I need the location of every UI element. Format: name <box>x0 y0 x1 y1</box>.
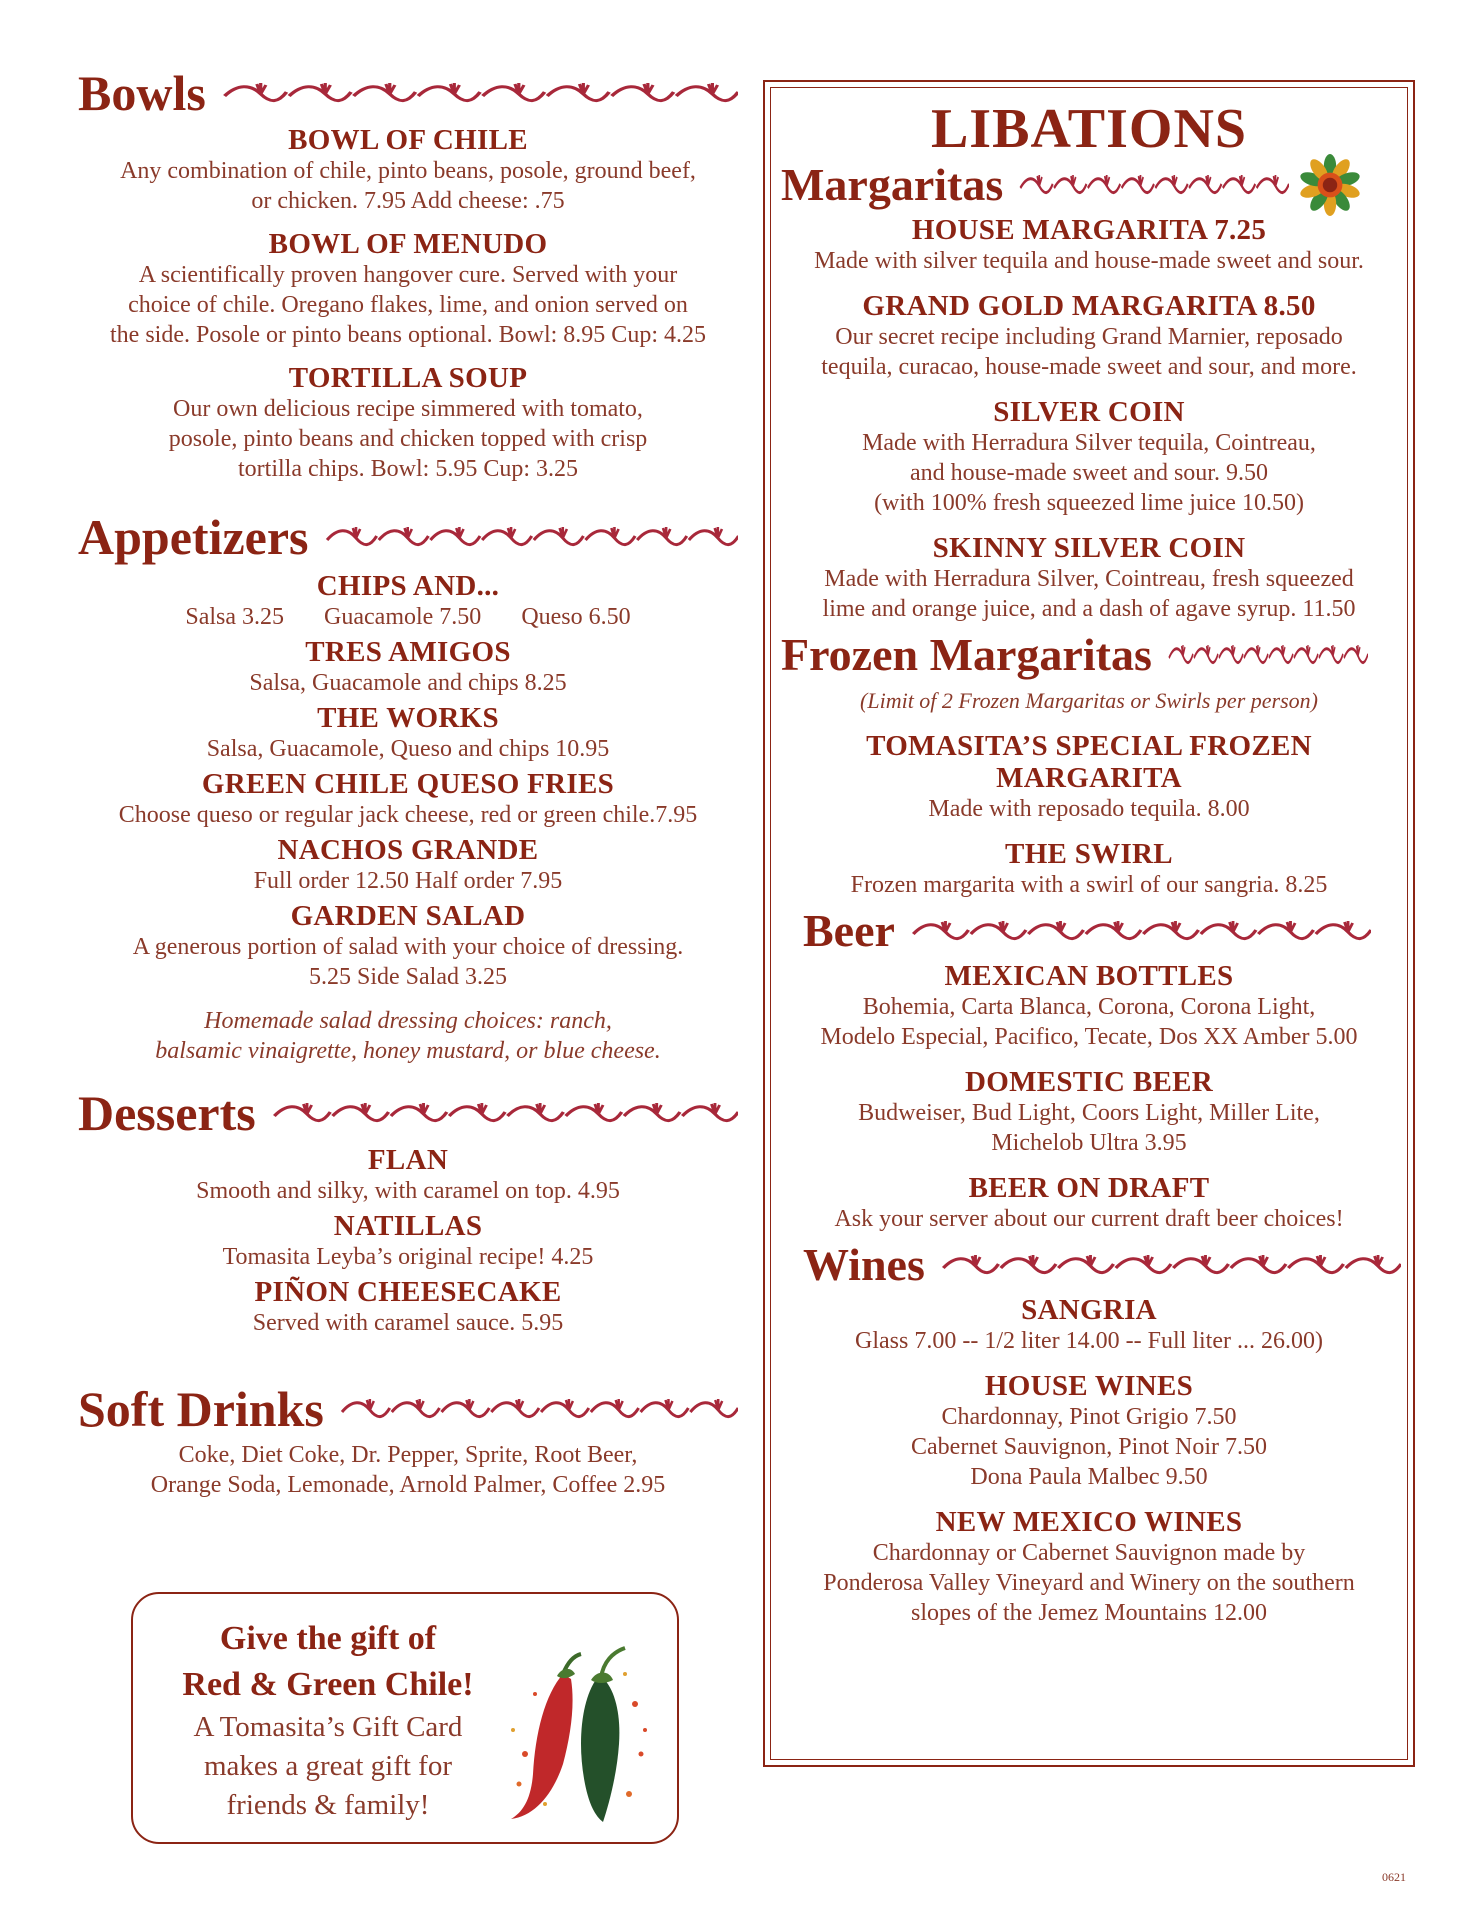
item-name: PIÑON CHEESECAKE <box>254 1276 562 1308</box>
item-name: NEW MEXICO WINES <box>935 1506 1243 1538</box>
libation-item <box>781 1506 1397 1628</box>
item-name: HOUSE WINES <box>984 1370 1194 1402</box>
item-desc-line: Made with Herradura Silver, Cointreau, fresh squeezed <box>824 566 1354 592</box>
soft-drinks-list <box>78 1440 738 1500</box>
item-name: NATILLAS <box>333 1210 483 1242</box>
item-name: TORTILLA SOUP <box>288 362 528 394</box>
item-desc-line: Tomasita Leyba’s original recipe! 4.25 <box>222 1244 594 1270</box>
menu-item <box>78 768 738 830</box>
item-desc-line: A generous portion of salad with your choice of dressing. <box>132 934 684 960</box>
libations-panel <box>763 80 1415 1767</box>
libation-section-title: Wines <box>803 1239 925 1290</box>
menu-item <box>78 362 738 484</box>
note-line: Homemade salad dressing choices: ranch, <box>204 1008 612 1034</box>
item-name: BEER ON DRAFT <box>968 1172 1210 1204</box>
chips-option: Salsa 3.25 <box>185 604 285 630</box>
item-desc-line: Chardonnay, Pinot Grigio 7.50 <box>941 1404 1237 1430</box>
item-desc-line: Modelo Especial, Pacifico, Tecate, Dos XX Amber 5.00 <box>820 1024 1358 1050</box>
menu-item <box>78 228 738 350</box>
item-desc-line: Any combination of chile, pinto beans, posole, ground beef, <box>120 158 696 184</box>
vine-ornament-icon <box>222 78 738 108</box>
item-name: BOWL OF CHILE <box>288 124 528 156</box>
libation-section-title: Margaritas <box>781 159 1004 210</box>
menu-item <box>78 636 738 698</box>
libation-item <box>781 290 1397 382</box>
libation-section-note: (Limit of 2 Frozen Margaritas or Swirls per person) <box>860 688 1318 713</box>
chips-option: Queso 6.50 <box>521 604 631 630</box>
desserts-items <box>78 1144 738 1338</box>
menu-item <box>78 1144 738 1206</box>
item-desc-line: Ask your server about our current draft beer choices! <box>834 1206 1344 1232</box>
bowls-title: Bowls <box>78 65 206 121</box>
item-desc-line: A scientifically proven hangover cure. Served with your <box>138 262 678 288</box>
menu-item <box>78 1210 738 1272</box>
vine-ornament-icon <box>941 1250 1401 1280</box>
menu-item <box>78 900 738 992</box>
item-name: BOWL OF MENUDO <box>268 228 548 260</box>
libation-item <box>781 1370 1397 1492</box>
libation-item <box>781 960 1397 1052</box>
left-column <box>78 62 738 1500</box>
sunflower-icon <box>1299 154 1361 216</box>
item-desc-line: slopes of the Jemez Mountains 12.00 <box>911 1600 1267 1626</box>
libation-item <box>781 1294 1397 1356</box>
libation-item <box>781 532 1397 624</box>
vine-ornament-icon <box>272 1098 738 1128</box>
item-desc-line: Our own delicious recipe simmered with tomato, <box>173 396 643 422</box>
libations-title: LIBATIONS <box>930 98 1248 160</box>
item-name: SANGRIA <box>1021 1294 1157 1326</box>
item-desc-line: and house-made sweet and sour. 9.50 <box>910 460 1268 486</box>
dressing-note <box>78 1006 738 1066</box>
item-desc-line: (with 100% fresh squeezed lime juice 10.50) <box>874 490 1304 516</box>
libation-item <box>781 838 1397 900</box>
item-desc-line: 5.25 Side Salad 3.25 <box>309 964 507 990</box>
item-desc-line: tortilla chips. Bowl: 5.95 Cup: 3.25 <box>238 456 578 482</box>
gift-text <box>133 1616 523 1825</box>
libation-item <box>781 730 1397 824</box>
bowls-items <box>78 124 738 484</box>
menu-item-chips <box>78 570 738 632</box>
note-line: balsamic vinaigrette, honey mustard, or blue cheese. <box>155 1038 661 1064</box>
item-desc-line: choice of chile. Oregano flakes, lime, and onion served on <box>128 292 688 318</box>
item-desc-line: lime and orange juice, and a dash of agave syrup. 11.50 <box>822 596 1356 622</box>
vine-ornament-icon <box>1168 640 1368 670</box>
item-name: THE SWIRL <box>1005 838 1173 870</box>
libation-item <box>781 1172 1397 1234</box>
item-name: SKINNY SILVER COIN <box>932 532 1246 564</box>
bowls-header <box>78 62 738 124</box>
item-name: MARGARITA <box>996 762 1182 794</box>
item-desc-line: tequila, curacao, house-made sweet and sour, and more. <box>821 354 1357 380</box>
item-name: TRES AMIGOS <box>305 636 511 668</box>
gift-headline: Red & Green Chile! <box>182 1666 474 1703</box>
chile-peppers-icon <box>505 1634 655 1824</box>
menu-version-code: 0621 <box>1382 1870 1406 1884</box>
desserts-title: Desserts <box>78 1085 256 1141</box>
item-desc-line: Orange Soda, Lemonade, Arnold Palmer, Coffee 2.95 <box>150 1472 666 1498</box>
item-desc-line: Chardonnay or Cabernet Sauvignon made by <box>872 1540 1306 1566</box>
libation-section-header <box>781 1238 1397 1292</box>
item-name: SILVER COIN <box>993 396 1185 428</box>
item-desc-line: Made with reposado tequila. 8.00 <box>928 796 1250 822</box>
item-desc-line: Salsa, Guacamole and chips 8.25 <box>249 670 567 696</box>
item-desc-line: Budweiser, Bud Light, Coors Light, Miller Lite, <box>858 1100 1320 1126</box>
item-name: DOMESTIC BEER <box>964 1066 1214 1098</box>
item-name: TOMASITA’S SPECIAL FROZEN <box>866 730 1312 762</box>
item-name: GARDEN SALAD <box>290 900 526 932</box>
item-desc-line: the side. Posole or pinto beans optional. Bowl: 8.95 Cup: 4.25 <box>110 322 706 348</box>
item-name: HOUSE MARGARITA 7.25 <box>911 214 1267 246</box>
libation-section-header <box>781 904 1397 958</box>
item-desc-line: Made with Herradura Silver tequila, Cointreau, <box>862 430 1316 456</box>
gift-body: makes a great gift for <box>203 1750 452 1782</box>
item-desc-line: Michelob Ultra 3.95 <box>991 1130 1187 1156</box>
libation-section-header <box>781 628 1397 682</box>
chips-option: Guacamole 7.50 <box>324 604 482 630</box>
libation-section-title: Beer <box>803 905 895 956</box>
libation-section-header <box>781 158 1397 212</box>
appetizers-header <box>78 506 738 568</box>
gift-body: friends & family! <box>226 1789 430 1821</box>
item-name: CHIPS AND... <box>316 570 500 602</box>
item-desc-line: Salsa, Guacamole, Queso and chips 10.95 <box>206 736 610 762</box>
item-desc-line: Choose queso or regular jack cheese, red or green chile.7.95 <box>118 802 698 828</box>
libations-content <box>781 94 1397 1628</box>
menu-item <box>78 1276 738 1338</box>
libation-item <box>781 1066 1397 1158</box>
item-desc-line: Made with silver tequila and house-made sweet and sour. <box>814 248 1364 274</box>
item-desc-line: Our secret recipe including Grand Marnier, reposado <box>835 324 1343 350</box>
soft-drinks-header <box>78 1378 738 1440</box>
item-desc-line: posole, pinto beans and chicken topped with crisp <box>168 426 648 452</box>
vine-ornament-icon <box>325 522 739 552</box>
vine-ornament-icon <box>911 916 1371 946</box>
item-name: NACHOS GRANDE <box>277 834 539 866</box>
menu-item <box>78 834 738 896</box>
gift-body: A Tomasita’s Gift Card <box>193 1711 463 1743</box>
gift-headline: Give the gift of <box>219 1620 437 1657</box>
gift-card-promo <box>131 1592 679 1844</box>
item-name: GREEN CHILE QUESO FRIES <box>201 768 615 800</box>
menu-item <box>78 124 738 216</box>
item-name: FLAN <box>367 1144 449 1176</box>
item-desc-line: Smooth and silky, with caramel on top. 4.95 <box>196 1178 620 1204</box>
item-desc-line: Dona Paula Malbec 9.50 <box>970 1464 1208 1490</box>
item-desc-line: Cabernet Sauvignon, Pinot Noir 7.50 <box>911 1434 1267 1460</box>
item-desc-line: Bohemia, Carta Blanca, Corona, Corona Light, <box>862 994 1316 1020</box>
item-name: THE WORKS <box>317 702 499 734</box>
item-desc-line: Frozen margarita with a swirl of our sangria. 8.25 <box>850 872 1328 898</box>
libation-item <box>781 214 1397 276</box>
item-desc-line: Full order 12.50 Half order 7.95 <box>253 868 563 894</box>
item-name: GRAND GOLD MARGARITA 8.50 <box>862 290 1316 322</box>
item-desc-line: or chicken. 7.95 Add cheese: .75 <box>251 188 565 214</box>
menu-item <box>78 702 738 764</box>
item-desc-line: Coke, Diet Coke, Dr. Pepper, Sprite, Root Beer, <box>178 1442 638 1468</box>
libation-section-title: Frozen Margaritas <box>781 629 1152 680</box>
soft-drinks-title: Soft Drinks <box>78 1381 324 1437</box>
vine-ornament-icon <box>340 1394 738 1424</box>
item-desc-line: Served with caramel sauce. 5.95 <box>252 1310 564 1336</box>
item-name: MEXICAN BOTTLES <box>944 960 1234 992</box>
libation-item <box>781 396 1397 518</box>
appetizers-items <box>78 636 738 992</box>
item-desc-line: Ponderosa Valley Vineyard and Winery on the southern <box>823 1570 1355 1596</box>
chips-options <box>78 602 738 632</box>
item-desc-line: Glass 7.00 -- 1/2 liter 14.00 -- Full liter ... 26.00) <box>855 1328 1323 1354</box>
appetizers-title: Appetizers <box>78 509 309 565</box>
vine-ornament-icon <box>1019 170 1289 200</box>
desserts-header <box>78 1082 738 1144</box>
